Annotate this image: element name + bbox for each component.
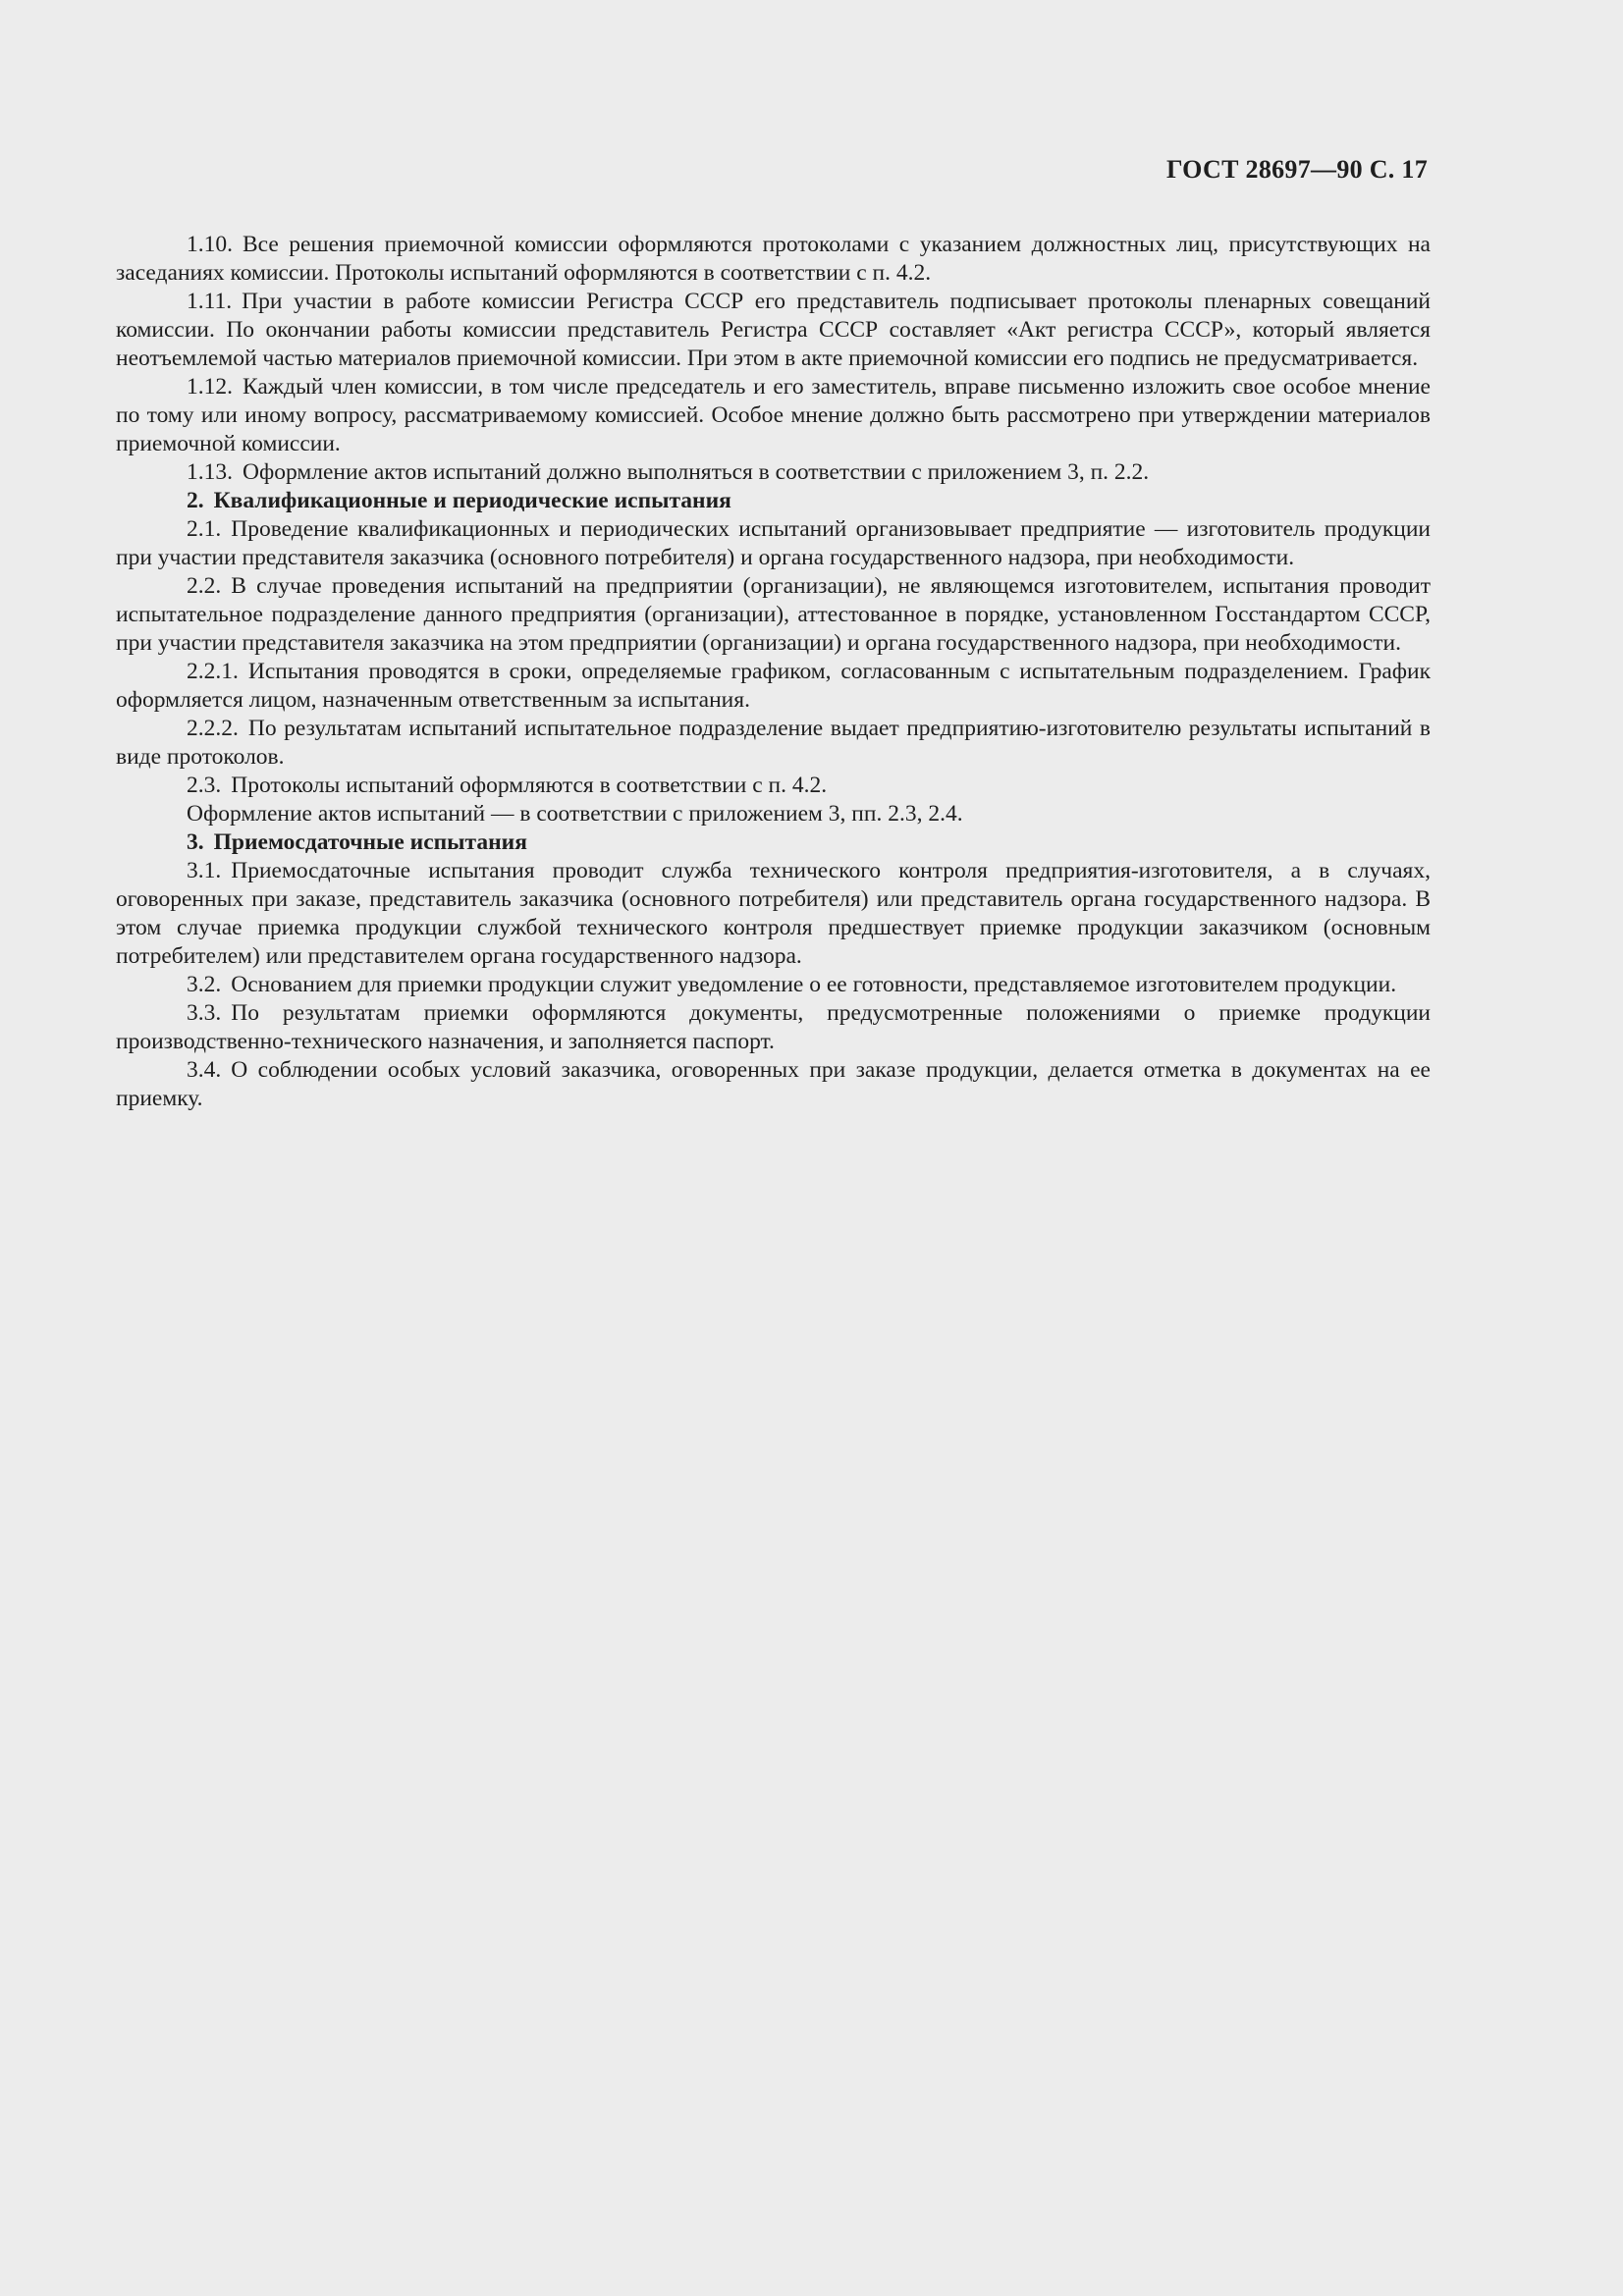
paragraph-number: 2.2. <box>187 573 222 599</box>
paragraph-2-2 <box>116 572 1431 658</box>
paragraph-1-10 <box>116 231 1431 288</box>
page-header: ГОСТ 28697—90 С. 17 <box>1165 155 1428 184</box>
paragraph-1-11 <box>116 288 1431 373</box>
paragraph-number: 3.3. <box>187 1000 222 1026</box>
paragraph-text: По результатам приемки оформляются документы, предусмотренные положениями о приемке продукции производственно-технического назначения, и заполняется паспорт. <box>116 1000 1431 1054</box>
paragraph-1-12 <box>116 373 1431 458</box>
paragraph-3-2 <box>116 971 1431 999</box>
paragraph-1-13 <box>116 458 1431 487</box>
document-body <box>116 231 1431 1113</box>
paragraph-number: 3.4. <box>187 1057 222 1083</box>
paragraph-2-1 <box>116 515 1431 572</box>
paragraph-3-1 <box>116 857 1431 971</box>
paragraph-2-2-1 <box>116 658 1431 715</box>
paragraph-text: Проведение квалификационных и периодических испытаний организовывает предприятие — изготовитель продукции при участии представителя заказчика (основного потребителя) и органа государственного надзора, при необходимости. <box>116 516 1431 570</box>
paragraph-number: 3.2. <box>187 972 222 997</box>
paragraph-text: Оформление актов испытаний должно выполняться в соответствии с приложением 3, п. 2.2. <box>243 459 1150 485</box>
paragraph-text: В случае проведения испытаний на предприятии (организации), не являющемся изготовителем, испытания проводит испытательное подразделение данного предприятия (организации), аттестованное в порядке, установленном Госстандартом СССР, при участии представителя заказчика на этом предприятии (организации) и органа государственного надзора, при необходимости. <box>116 573 1431 656</box>
section-heading-3 <box>116 828 1431 857</box>
paragraph-number: 3.1. <box>187 858 222 883</box>
paragraph-text: Приемосдаточные испытания проводит служба технического контроля предприятия-изготовителя, а в случаях, оговоренных при заказе, представитель заказчика (основного потребителя) или представитель органа государственного надзора. В этом случае приемка продукции службой технического контроля предшествует приемке продукции заказчиком (основным потребителем) или представителем органа государственного надзора. <box>116 858 1431 969</box>
paragraph-text: Оформление актов испытаний — в соответствии с приложением 3, пп. 2.3, 2.4. <box>187 801 963 827</box>
paragraph-number: 2.3. <box>187 773 222 798</box>
paragraph-number: 2.2.2. <box>187 716 239 741</box>
paragraph-text: О соблюдении особых условий заказчика, оговоренных при заказе продукции, делается отметка в документах на ее приемку. <box>116 1057 1431 1111</box>
section-number: 2. <box>187 488 204 513</box>
paragraph-text: Основанием для приемки продукции служит уведомление о ее готовности, представляемое изготовителем продукции. <box>231 972 1397 997</box>
paragraph-number: 1.12. <box>187 374 233 400</box>
section-heading-2 <box>116 487 1431 515</box>
paragraph-2-3 <box>116 772 1431 800</box>
paragraph-text: Протоколы испытаний оформляются в соответствии с п. 4.2. <box>231 773 828 798</box>
section-title: Квалификационные и периодические испытания <box>213 488 731 513</box>
paragraph-3-4 <box>116 1056 1431 1113</box>
paragraph-text: По результатам испытаний испытательное подразделение выдает предприятию-изготовителю результаты испытаний в виде протоколов. <box>116 716 1431 770</box>
paragraph-number: 2.1. <box>187 516 222 542</box>
paragraph-number: 2.2.1. <box>187 659 239 684</box>
paragraph-2-2-2 <box>116 715 1431 772</box>
paragraph-number: 1.11. <box>187 289 233 314</box>
section-number: 3. <box>187 829 204 855</box>
paragraph-text: Все решения приемочной комиссии оформляются протоколами с указанием должностных лиц, присутствующих на заседаниях комиссии. Протоколы испытаний оформляются в соответствии с п. 4.2. <box>116 232 1431 286</box>
paragraph-number: 1.10. <box>187 232 233 257</box>
section-title: Приемосдаточные испытания <box>213 829 527 855</box>
paragraph-text: Испытания проводятся в сроки, определяемые графиком, согласованным с испытательным подразделением. График оформляется лицом, назначенным ответственным за испытания. <box>116 659 1431 713</box>
paragraph-number: 1.13. <box>187 459 233 485</box>
paragraph-text: При участии в работе комиссии Регистра СССР его представитель подписывает протоколы пленарных совещаний комиссии. По окончании работы комиссии представитель Регистра СССР составляет «Акт регистра СССР», который является неотъемлемой частью материалов приемочной комиссии. При этом в акте приемочной комиссии его подпись не предусматривается. <box>116 289 1431 371</box>
paragraph-2-3-continued <box>116 800 1431 828</box>
paragraph-text: Каждый член комиссии, в том числе председатель и его заместитель, вправе письменно изложить свое особое мнение по тому или иному вопросу, рассматриваемому комиссией. Особое мнение должно быть рассмотрено при утверждении материалов приемочной комиссии. <box>116 374 1431 456</box>
paragraph-3-3 <box>116 999 1431 1056</box>
